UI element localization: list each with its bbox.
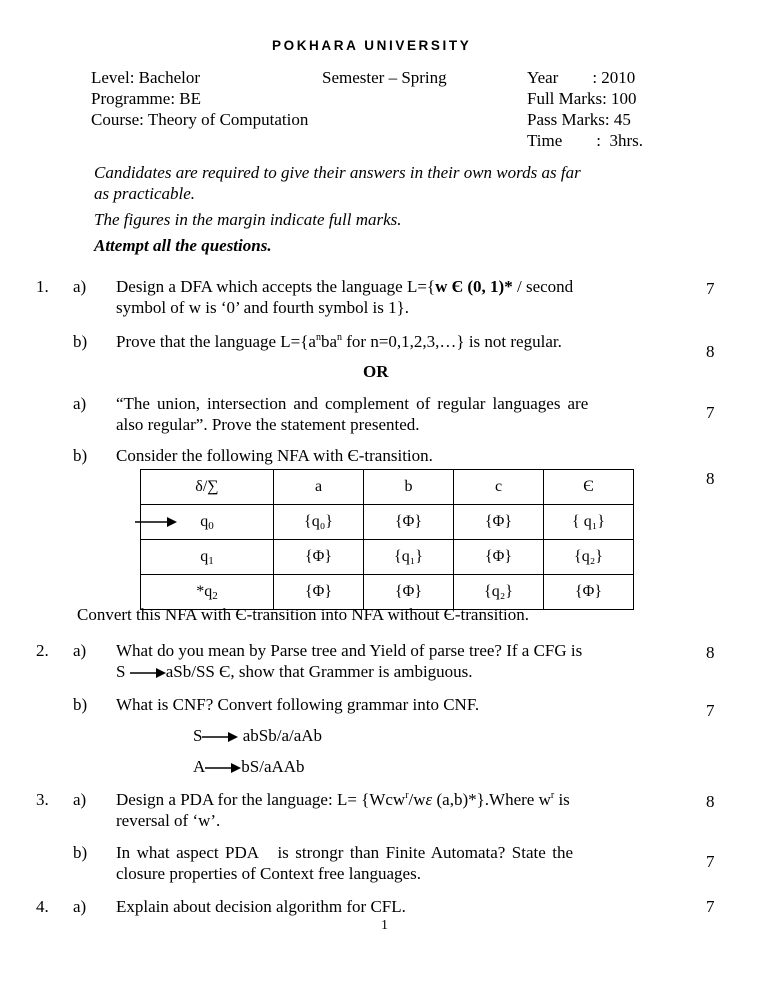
programme: Programme: BE: [91, 89, 202, 108]
table-cell: { q₁}: [544, 505, 634, 540]
q1b-label: b): [73, 332, 88, 351]
grammar-rule-2: [193, 757, 305, 777]
q2a-marks: 8: [706, 643, 715, 662]
production-arrow-icon: [205, 763, 241, 773]
q2a-rule: aSb/SS Є, show that Grammer is ambiguous.: [165, 662, 473, 681]
instruction-line-4: Attempt all the questions.: [94, 236, 272, 255]
rule1-rhs: abSb/a/aAb: [242, 726, 323, 745]
table-cell: {q₂}: [454, 575, 544, 610]
table-cell: {Φ}: [274, 575, 364, 610]
q1-alt-a-label: a): [73, 394, 87, 413]
q3a-mid: /w: [408, 790, 426, 809]
q2-number: 2.: [36, 641, 49, 660]
q3b-label: b): [73, 843, 88, 862]
q1b-sup2: n: [337, 332, 343, 343]
rule1-lhs: S: [193, 726, 203, 745]
q1b-sup1: n: [315, 332, 321, 343]
q1a-pre: Design a DFA which accepts the language L={: [116, 277, 436, 296]
course: Course: Theory of Computation: [91, 110, 309, 129]
q1-number: 1.: [36, 277, 49, 296]
page-number: 1: [381, 918, 388, 933]
q3a-sup: r: [405, 790, 409, 801]
state-subscript: 0: [208, 519, 214, 532]
table-header-row: [141, 470, 634, 505]
q1b-mid: ba: [320, 332, 338, 351]
table-header-cell: a: [274, 470, 364, 505]
state-name: *q: [196, 582, 213, 600]
table-header-cell: b: [364, 470, 454, 505]
instruction-line-1: Candidates are required to give their answers in their own words as far: [94, 163, 581, 182]
state-name: q: [200, 547, 209, 565]
state-subscript: 1: [208, 554, 214, 567]
production-arrow-icon: [130, 668, 166, 678]
q1a-post: / second: [512, 277, 574, 296]
table-cell: {q₀}: [274, 505, 364, 540]
q1-convert-text: Convert this NFA with Є-transition into NFA without Є-transition.: [77, 605, 530, 624]
start-state-arrow-icon: [135, 517, 175, 527]
q2a-label: a): [73, 641, 87, 660]
q3a-marks: 8: [706, 792, 715, 811]
q2b-text: What is CNF? Convert following grammar into CNF.: [116, 695, 480, 714]
q1-alt-a-line-2: also regular”. Prove the statement presented.: [116, 415, 420, 434]
table-cell: {Φ}: [544, 575, 634, 610]
q1a-line-1: [116, 277, 573, 297]
q3a-label: a): [73, 790, 87, 809]
year: Year : 2010: [527, 68, 636, 87]
q3a-line-1: [116, 790, 570, 810]
table-cell: {q₂}: [544, 540, 634, 575]
q2b-marks: 7: [706, 701, 715, 720]
table-header-cell: Є: [544, 470, 634, 505]
q2b-label: b): [73, 695, 88, 714]
table-cell: {Φ}: [454, 505, 544, 540]
q4-number: 4.: [36, 897, 49, 916]
full-marks: Full Marks: 100: [527, 89, 637, 108]
table-row: [141, 505, 634, 540]
q1-alt-a-marks: 7: [706, 403, 715, 422]
q1b-text: [116, 332, 562, 352]
q3a-eps: ε: [425, 790, 433, 809]
q1b-pre: Prove that the language L={a: [116, 332, 316, 351]
q3a-pre: Design a PDA for the language: L= {Wcw: [116, 790, 406, 809]
q1-alt-b-text: Consider the following NFA with Є-transition.: [116, 446, 433, 465]
time: Time : 3hrs.: [527, 131, 644, 150]
level: Level: Bachelor: [91, 68, 201, 87]
q3a-sup2: r: [550, 790, 555, 801]
q1-alt-b-label: b): [73, 446, 88, 465]
rule2-lhs: A: [193, 757, 206, 776]
table-cell: {q₁}: [364, 540, 454, 575]
q3a-post: (a,b)*}.Where w: [432, 790, 551, 809]
instruction-line-2: as practicable.: [94, 184, 196, 203]
q1b-post: for n=0,1,2,3,…} is not regular.: [342, 332, 562, 351]
production-arrow-icon: [202, 732, 238, 742]
q2a-s: S: [116, 662, 126, 681]
instruction-line-3: The figures in the margin indicate full marks.: [94, 210, 402, 229]
table-header-cell: c: [454, 470, 544, 505]
q3a-tail: is: [554, 790, 570, 809]
q1b-marks: 8: [706, 342, 715, 361]
q3a-line-2: reversal of ‘w’.: [116, 811, 221, 830]
table-header-cell: δ/∑: [141, 470, 274, 505]
table-row: [141, 540, 634, 575]
q2a-line-2: [116, 662, 473, 682]
q1a-line-2: symbol of w is ‘0’ and fourth symbol is 1}.: [116, 298, 410, 317]
state-subscript: 2: [212, 589, 218, 602]
q1a-bold: w Є (0, 1)*: [435, 277, 513, 296]
grammar-rule-1: [193, 726, 322, 746]
q3-number: 3.: [36, 790, 49, 809]
table-cell: {Φ}: [274, 540, 364, 575]
table-cell: {Φ}: [364, 505, 454, 540]
q3b-line-1: In what aspect PDA is strongr than Finite Automata? State the: [116, 843, 573, 862]
semester: Semester – Spring: [322, 68, 447, 87]
q2a-line-1: What do you mean by Parse tree and Yield of parse tree? If a CFG is: [116, 641, 583, 660]
table-cell: {Φ}: [454, 540, 544, 575]
q4a-label: a): [73, 897, 87, 916]
rule2-rhs: bS/aAAb: [241, 757, 305, 776]
state-name: q: [200, 512, 209, 530]
q3b-line-2: closure properties of Context free languages.: [116, 864, 421, 883]
state-cell: [141, 540, 274, 575]
q1a-label: a): [73, 277, 87, 296]
q1a-marks: 7: [706, 279, 715, 298]
table-cell: {Φ}: [364, 575, 454, 610]
q4a-marks: 7: [706, 897, 715, 916]
pass-marks: Pass Marks: 45: [527, 110, 631, 129]
q4a-text: Explain about decision algorithm for CFL.: [116, 897, 406, 916]
nfa-transition-table: [140, 469, 634, 610]
state-cell: [141, 505, 274, 540]
or-separator: OR: [363, 362, 389, 381]
q1-alt-b-marks: 8: [706, 469, 715, 488]
q1-alt-a-line-1: “The union, intersection and complement of regular languages are: [116, 394, 589, 413]
q3b-marks: 7: [706, 852, 715, 871]
university-title: POKHARA UNIVERSITY: [272, 38, 472, 53]
